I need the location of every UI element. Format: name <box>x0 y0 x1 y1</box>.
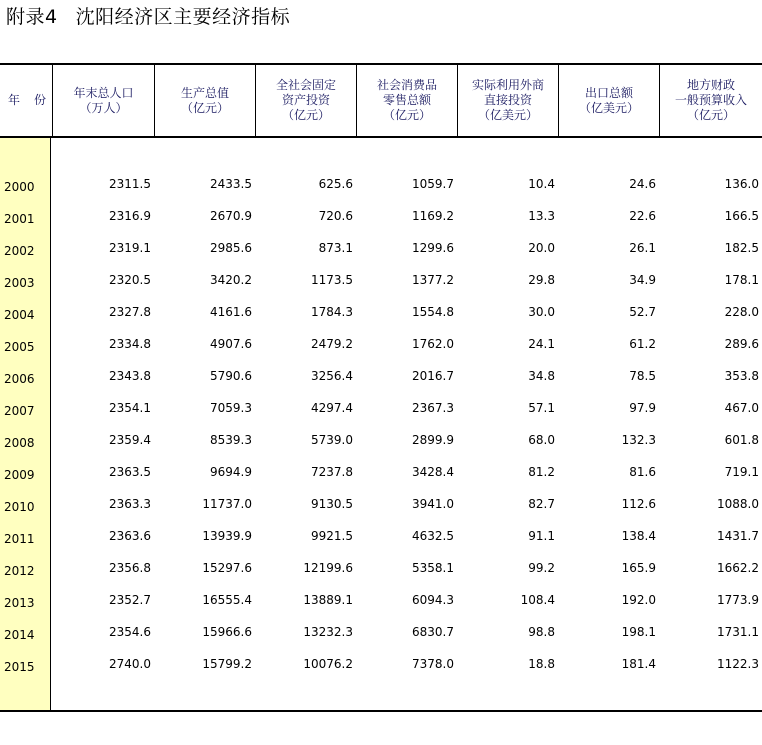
header-label <box>472 78 544 123</box>
cell-retail-sales: 2367.3 <box>412 401 454 415</box>
cell-year: 2000 <box>4 180 35 194</box>
page-title <box>6 4 290 30</box>
cell-fixed-asset-investment: 873.1 <box>318 241 353 255</box>
header-label-line: 社会消费品 <box>376 78 437 92</box>
cell-year: 2015 <box>4 660 35 674</box>
cell-population: 2311.5 <box>109 177 151 191</box>
header-fdi <box>457 65 558 136</box>
cell-fdi: 18.8 <box>528 657 555 671</box>
table-row <box>0 200 762 232</box>
cell-retail-sales: 1169.2 <box>412 209 454 223</box>
cell-fdi: 13.3 <box>528 209 555 223</box>
cell-fiscal-revenue: 1662.2 <box>717 561 759 575</box>
cell-population: 2363.6 <box>109 529 151 543</box>
table-row <box>0 392 762 424</box>
cell-gdp: 5790.6 <box>210 369 252 383</box>
cell-fdi: 82.7 <box>528 497 555 511</box>
cell-gdp: 15799.2 <box>202 657 252 671</box>
header-label <box>579 86 639 116</box>
cell-fdi: 30.0 <box>528 305 555 319</box>
cell-retail-sales: 1299.6 <box>412 241 454 255</box>
cell-fiscal-revenue: 1731.1 <box>717 625 759 639</box>
cell-population: 2363.3 <box>109 497 151 511</box>
table-row <box>0 360 762 392</box>
header-label-line: 出口总额 <box>584 85 633 100</box>
cell-year: 2003 <box>4 276 35 290</box>
cell-year: 2007 <box>4 404 35 418</box>
cell-gdp: 11737.0 <box>202 497 252 511</box>
cell-fdi: 20.0 <box>528 241 555 255</box>
cell-retail-sales: 2016.7 <box>412 369 454 383</box>
cell-fiscal-revenue: 182.5 <box>724 241 759 255</box>
cell-exports: 81.6 <box>629 465 656 479</box>
cell-fiscal-revenue: 353.8 <box>724 369 759 383</box>
cell-exports: 165.9 <box>621 561 656 575</box>
cell-gdp: 15966.6 <box>202 625 252 639</box>
cell-gdp: 16555.4 <box>202 593 252 607</box>
header-label-line: （万人） <box>79 100 128 115</box>
header-label-line: 实际利用外商 <box>471 78 544 92</box>
header-gdp <box>154 65 255 136</box>
title-text: 沈阳经济区主要经济指标 <box>75 6 291 28</box>
cell-retail-sales: 1059.7 <box>412 177 454 191</box>
cell-exports: 192.0 <box>621 593 656 607</box>
cell-fixed-asset-investment: 2479.2 <box>311 337 353 351</box>
cell-year: 2011 <box>4 532 35 546</box>
cell-retail-sales: 6094.3 <box>412 593 454 607</box>
cell-year: 2014 <box>4 628 35 642</box>
table-row <box>0 584 762 616</box>
cell-population: 2363.5 <box>109 465 151 479</box>
header-population <box>52 65 154 136</box>
header-exports <box>558 65 659 136</box>
cell-exports: 61.2 <box>629 337 656 351</box>
cell-fdi: 108.4 <box>520 593 555 607</box>
cell-retail-sales: 1554.8 <box>412 305 454 319</box>
header-year-char: 份 <box>33 93 46 107</box>
table-row <box>0 520 762 552</box>
header-year <box>0 65 52 136</box>
cell-exports: 78.5 <box>629 369 656 383</box>
header-label-line: 零售总额 <box>382 93 431 107</box>
cell-year: 2012 <box>4 564 35 578</box>
cell-population: 2354.6 <box>109 625 151 639</box>
cell-fiscal-revenue: 1122.3 <box>717 657 759 671</box>
cell-fixed-asset-investment: 10076.2 <box>303 657 353 671</box>
header-label <box>377 78 437 123</box>
header-label-line: 资产投资 <box>281 93 330 107</box>
header-label-line: 一般预算收入 <box>674 93 747 107</box>
cell-year: 2005 <box>4 340 35 354</box>
cell-fiscal-revenue: 136.0 <box>724 177 759 191</box>
header-label <box>675 78 747 123</box>
cell-gdp: 2670.9 <box>210 209 252 223</box>
cell-retail-sales: 2899.9 <box>412 433 454 447</box>
cell-retail-sales: 7378.0 <box>412 657 454 671</box>
cell-fixed-asset-investment: 5739.0 <box>311 433 353 447</box>
cell-gdp: 2433.5 <box>210 177 252 191</box>
cell-fdi: 81.2 <box>528 465 555 479</box>
cell-exports: 198.1 <box>621 625 656 639</box>
cell-retail-sales: 3428.4 <box>412 465 454 479</box>
cell-gdp: 3420.2 <box>210 273 252 287</box>
cell-year: 2008 <box>4 436 35 450</box>
cell-fdi: 99.2 <box>528 561 555 575</box>
cell-retail-sales: 1377.2 <box>412 273 454 287</box>
table-row <box>0 424 762 456</box>
cell-fdi: 10.4 <box>528 177 555 191</box>
cell-year: 2013 <box>4 596 35 610</box>
cell-fdi: 91.1 <box>528 529 555 543</box>
cell-population: 2319.1 <box>109 241 151 255</box>
cell-fixed-asset-investment: 12199.6 <box>303 561 353 575</box>
cell-fiscal-revenue: 166.5 <box>724 209 759 223</box>
cell-fiscal-revenue: 1431.7 <box>717 529 759 543</box>
header-label <box>181 86 229 116</box>
cell-population: 2356.8 <box>109 561 151 575</box>
cell-gdp: 2985.6 <box>210 241 252 255</box>
cell-fiscal-revenue: 178.1 <box>724 273 759 287</box>
cell-gdp: 7059.3 <box>210 401 252 415</box>
table-header <box>0 65 762 138</box>
header-retail-sales <box>356 65 457 136</box>
cell-year: 2001 <box>4 212 35 226</box>
cell-population: 2334.8 <box>109 337 151 351</box>
table-row <box>0 552 762 584</box>
header-label-line: （亿美元） <box>477 108 538 122</box>
cell-fdi: 29.8 <box>528 273 555 287</box>
cell-exports: 26.1 <box>629 241 656 255</box>
cell-fixed-asset-investment: 9130.5 <box>311 497 353 511</box>
cell-fiscal-revenue: 289.6 <box>724 337 759 351</box>
header-label-line: 直接投资 <box>483 93 532 107</box>
cell-retail-sales: 5358.1 <box>412 561 454 575</box>
header-label-line: 年末总人口 <box>73 85 134 100</box>
cell-fixed-asset-investment: 9921.5 <box>311 529 353 543</box>
cell-fiscal-revenue: 719.1 <box>724 465 759 479</box>
header-label-line: （亿元） <box>180 100 229 115</box>
cell-fixed-asset-investment: 720.6 <box>318 209 353 223</box>
table-row <box>0 296 762 328</box>
header-label-line: （亿元） <box>281 108 330 122</box>
cell-population: 2352.7 <box>109 593 151 607</box>
cell-year: 2004 <box>4 308 35 322</box>
cell-exports: 181.4 <box>621 657 656 671</box>
table-row <box>0 168 762 200</box>
cell-gdp: 8539.3 <box>210 433 252 447</box>
table-row <box>0 232 762 264</box>
cell-population: 2327.8 <box>109 305 151 319</box>
cell-retail-sales: 4632.5 <box>412 529 454 543</box>
cell-fdi: 24.1 <box>528 337 555 351</box>
cell-exports: 138.4 <box>621 529 656 543</box>
cell-fiscal-revenue: 1088.0 <box>717 497 759 511</box>
cell-fixed-asset-investment: 13889.1 <box>303 593 353 607</box>
cell-fdi: 68.0 <box>528 433 555 447</box>
header-year-char: 年 <box>8 93 21 107</box>
cell-year: 2002 <box>4 244 35 258</box>
header-label-line: 地方财政 <box>686 78 735 92</box>
cell-exports: 112.6 <box>621 497 656 511</box>
table-row <box>0 264 762 296</box>
cell-population: 2740.0 <box>109 657 151 671</box>
cell-fixed-asset-investment: 625.6 <box>318 177 353 191</box>
cell-population: 2320.5 <box>109 273 151 287</box>
cell-exports: 52.7 <box>629 305 656 319</box>
header-fixed-asset-investment <box>255 65 356 136</box>
cell-exports: 97.9 <box>629 401 656 415</box>
cell-exports: 132.3 <box>621 433 656 447</box>
cell-fixed-asset-investment: 1784.3 <box>311 305 353 319</box>
cell-year: 2006 <box>4 372 35 386</box>
table-row <box>0 616 762 648</box>
cell-retail-sales: 6830.7 <box>412 625 454 639</box>
indicator-table <box>0 63 762 713</box>
table-row <box>0 488 762 520</box>
table-row <box>0 456 762 488</box>
table-bottom-rule <box>0 710 762 712</box>
header-label-line: （亿元） <box>686 108 735 122</box>
cell-exports: 34.9 <box>629 273 656 287</box>
header-label-line: 生产总值 <box>180 85 229 100</box>
cell-gdp: 9694.9 <box>210 465 252 479</box>
cell-retail-sales: 3941.0 <box>412 497 454 511</box>
header-label <box>276 78 336 123</box>
cell-fdi: 34.8 <box>528 369 555 383</box>
cell-population: 2354.1 <box>109 401 151 415</box>
cell-population: 2343.8 <box>109 369 151 383</box>
cell-population: 2359.4 <box>109 433 151 447</box>
cell-fixed-asset-investment: 1173.5 <box>311 273 353 287</box>
title-prefix: 附录4 <box>6 6 58 28</box>
cell-fdi: 57.1 <box>528 401 555 415</box>
cell-gdp: 15297.6 <box>202 561 252 575</box>
cell-fixed-asset-investment: 3256.4 <box>311 369 353 383</box>
header-label-line: （亿元） <box>382 108 431 122</box>
cell-fdi: 98.8 <box>528 625 555 639</box>
cell-fixed-asset-investment: 7237.8 <box>311 465 353 479</box>
cell-gdp: 4907.6 <box>210 337 252 351</box>
header-label <box>73 86 133 116</box>
header-fiscal-revenue <box>659 65 762 136</box>
cell-exports: 22.6 <box>629 209 656 223</box>
header-label-line: （亿美元） <box>578 100 639 115</box>
cell-fixed-asset-investment: 4297.4 <box>311 401 353 415</box>
header-label-line: 全社会固定 <box>275 78 336 92</box>
cell-year: 2009 <box>4 468 35 482</box>
cell-fiscal-revenue: 467.0 <box>724 401 759 415</box>
cell-gdp: 13939.9 <box>202 529 252 543</box>
cell-fiscal-revenue: 601.8 <box>724 433 759 447</box>
cell-fiscal-revenue: 228.0 <box>724 305 759 319</box>
cell-fiscal-revenue: 1773.9 <box>717 593 759 607</box>
cell-exports: 24.6 <box>629 177 656 191</box>
table-row <box>0 328 762 360</box>
table-body <box>0 138 762 710</box>
cell-fixed-asset-investment: 13232.3 <box>303 625 353 639</box>
cell-retail-sales: 1762.0 <box>412 337 454 351</box>
cell-year: 2010 <box>4 500 35 514</box>
cell-gdp: 4161.6 <box>210 305 252 319</box>
cell-population: 2316.9 <box>109 209 151 223</box>
table-row <box>0 648 762 680</box>
